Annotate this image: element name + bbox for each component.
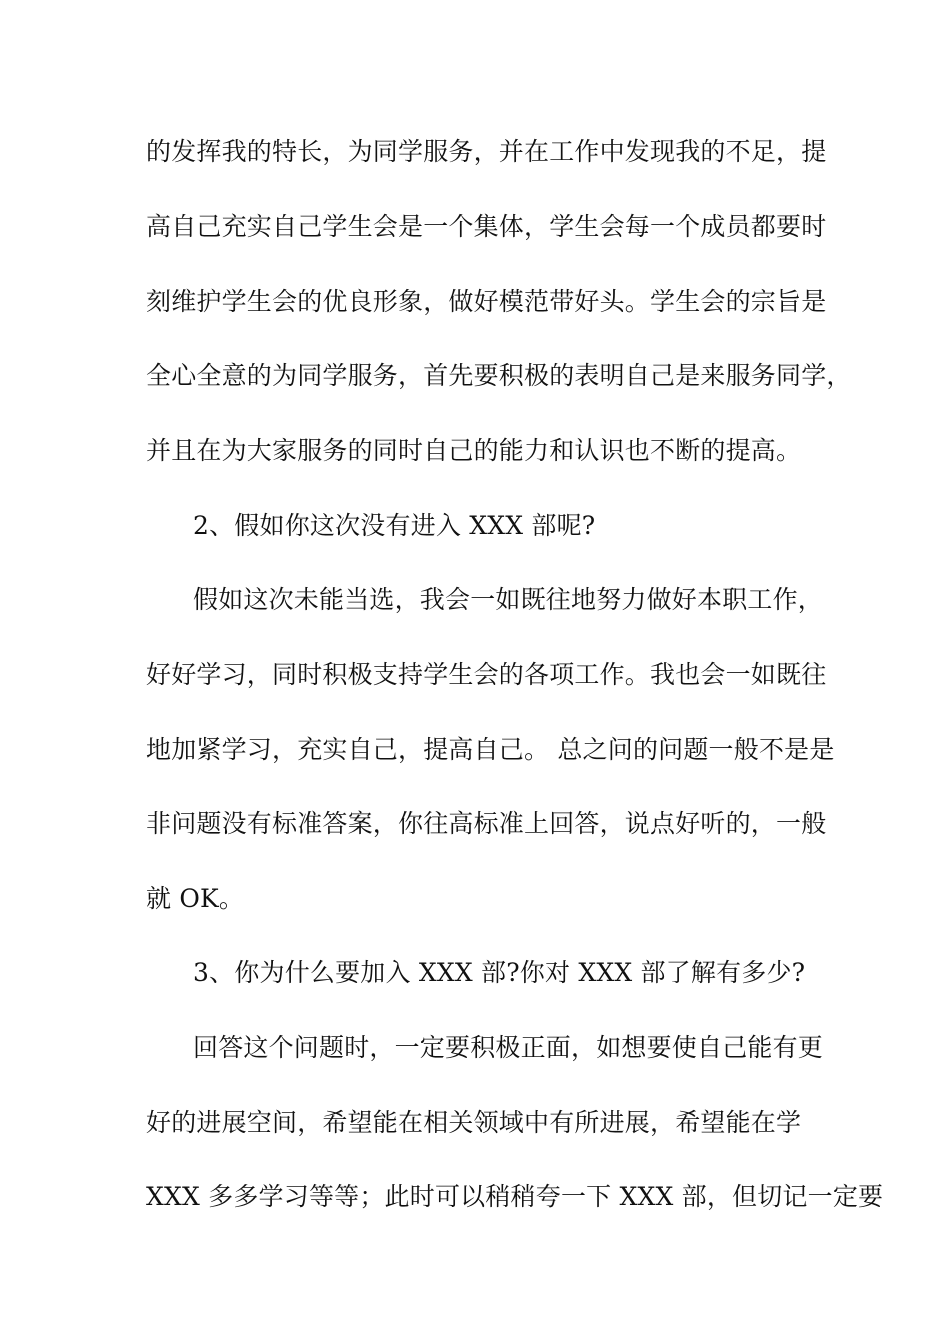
body-text-line: 地加紧学习，充实自己，提高自己。 总之问的问题一般不是是 bbox=[146, 735, 835, 764]
body-text-line: 回答这个问题时，一定要积极正面，如想要使自己能有更 bbox=[193, 1033, 824, 1062]
body-text-line: 非问题没有标准答案，你往高标准上回答，说点好听的，一般 bbox=[146, 809, 827, 838]
body-text-line: 就 OK。 bbox=[146, 884, 245, 913]
body-text-line: 好好学习，同时积极支持学生会的各项工作。我也会一如既往 bbox=[146, 660, 827, 689]
body-text-line: XXX 多多学习等等；此时可以稍稍夸一下 XXX 部，但切记一定要 bbox=[146, 1182, 884, 1211]
body-text-line: 的发挥我的特长，为同学服务，并在工作中发现我的不足，提 bbox=[146, 137, 827, 166]
question-heading: 3、你为什么要加入 XXX 部?你对 XXX 部了解有多少? bbox=[193, 958, 806, 987]
body-text-line: 高自己充实自己学生会是一个集体，学生会每一个成员都要时 bbox=[146, 212, 827, 241]
body-text-line: 假如这次未能当选，我会一如既往地努力做好本职工作， bbox=[193, 585, 824, 614]
body-text-line: 全心全意的为同学服务，首先要积极的表明自己是来服务同学， bbox=[146, 361, 852, 390]
body-text-line: 并且在为大家服务的同时自己的能力和认识也不断的提高。 bbox=[146, 436, 802, 465]
body-text-line: 刻维护学生会的优良形象，做好模范带好头。学生会的宗旨是 bbox=[146, 287, 827, 316]
question-heading: 2、假如你这次没有进入 XXX 部呢? bbox=[193, 511, 596, 540]
body-text-line: 好的进展空间，希望能在相关领域中有所进展，希望能在学 bbox=[146, 1108, 802, 1137]
